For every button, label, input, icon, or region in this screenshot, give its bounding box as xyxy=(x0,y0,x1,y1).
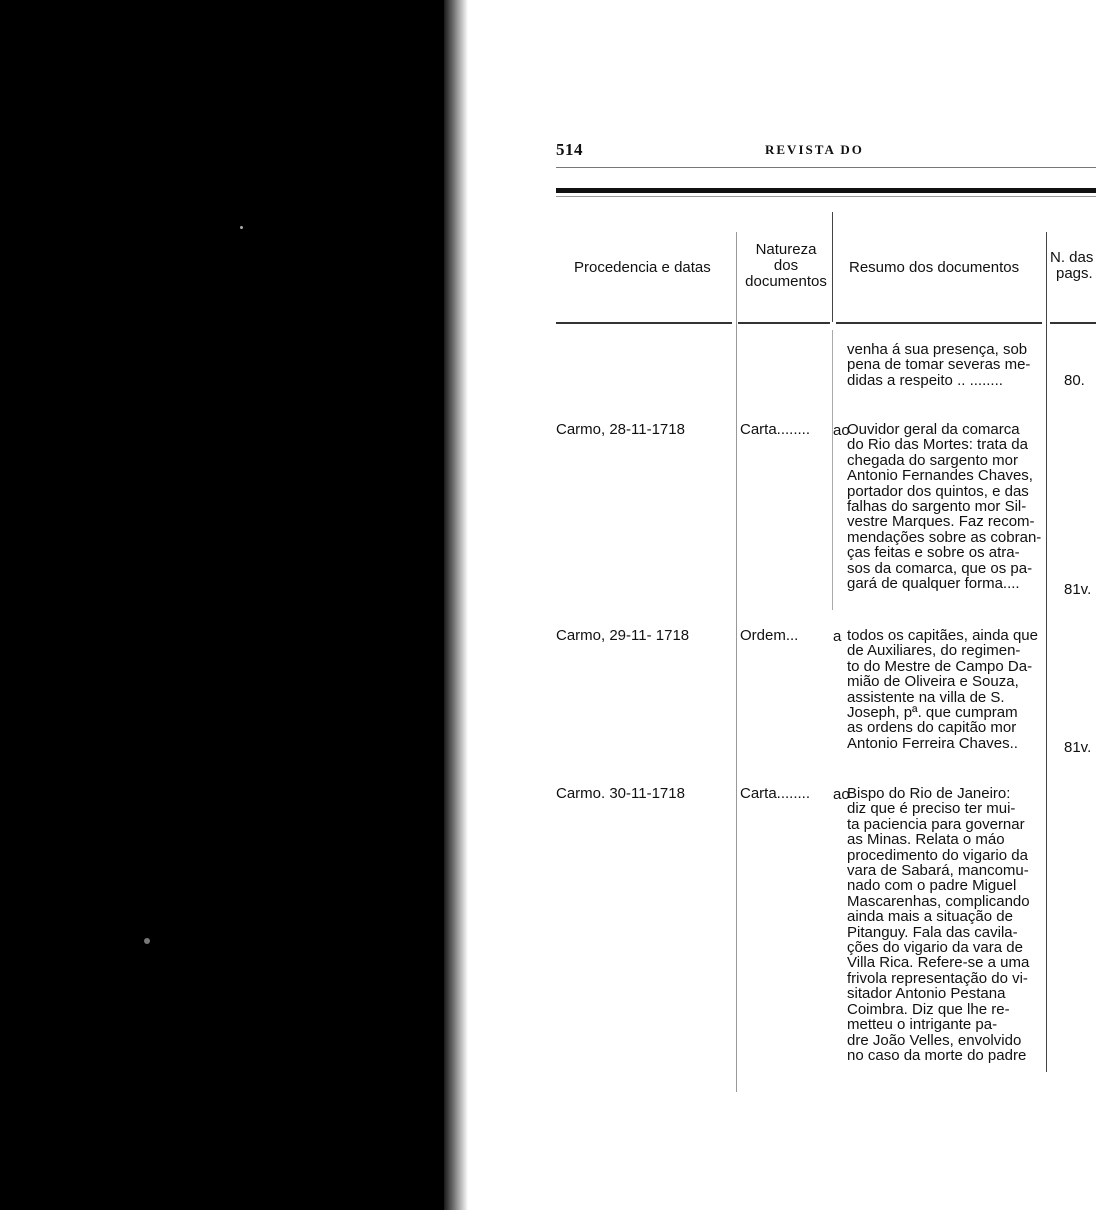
column-separator xyxy=(832,330,833,610)
table-row-pages: 81v. xyxy=(1064,581,1092,598)
column-separator xyxy=(832,212,833,322)
column-header-pags-line2: pags. xyxy=(1056,265,1093,282)
header-underline xyxy=(738,322,830,324)
table-row-lead-word: ao xyxy=(833,786,850,803)
column-header-procedencia: Procedencia e datas xyxy=(574,259,711,276)
binding-gutter xyxy=(0,0,444,1210)
header-rule xyxy=(556,167,1096,168)
table-row-natureza: Carta........ xyxy=(740,785,811,802)
column-header-resumo: Resumo dos documentos xyxy=(849,259,1020,276)
header-underline xyxy=(1050,322,1096,324)
table-row-procedencia: Carmo, 28-11-1718 xyxy=(556,421,685,438)
header-rule-thick xyxy=(556,188,1096,193)
column-header-natureza xyxy=(740,242,832,290)
table-row-pages: 81v. xyxy=(1064,739,1092,756)
scan-speck xyxy=(240,226,243,229)
table-row-summary: todos os capitães, ainda que de Auxiliares, do regimen- to do Mestre de Campo Da- mião de Oliveira e Souza, assistente na villa de S. Joseph, pª. que cumpram as ordens do capitão mor Antonio Ferreira Chaves.. xyxy=(847,627,1038,752)
column-header-natureza-line1: Natureza xyxy=(755,241,817,258)
table-row-summary: venha á sua presença, sob pena de tomar severas me- didas a respeito .. ........ xyxy=(847,341,1031,389)
header-rule-lower xyxy=(556,196,1096,197)
table-row-natureza: Ordem... xyxy=(740,627,799,644)
table-row-summary: Bispo do Rio de Janeiro: diz que é preciso ter mui- ta paciencia para governar as Minas. Relata o máo procedimento do vigario da vara de Sabará, mancomu- nado com o padre Miguel Mascarenhas, complicando ainda mais a situação de Pitanguy. Fala das cavila- ções do vigario da vara de Villa Rica. Refere-se a uma frivola representação do vi- sitador Antonio Pestana Coimbra. Diz que lhe re- metteu o intrigante pa- dre João Velles, envolvido no caso da morte do padre xyxy=(847,785,1030,1064)
header-underline xyxy=(556,322,732,324)
binding-gutter-edge xyxy=(444,0,468,1210)
header-underline xyxy=(836,322,1042,324)
page-number: 514 xyxy=(556,140,583,159)
table-row-summary: Ouvidor geral da comarca do Rio das Mortes: trata da chegada do sargento mor Antonio Fernandes Chaves, portador dos quintos, e das falhas do sargento mor Sil- vestre Marques. Faz recom- mendações sobre as cobran- ças feitas e sobre os atra- sos da comarca, que os pa- gará de qualquer forma.... xyxy=(847,421,1042,593)
table-row-procedencia: Carmo. 30-11-1718 xyxy=(556,785,685,802)
table-row-lead-word: a xyxy=(833,628,842,645)
column-header-natureza-line3: documentos xyxy=(745,273,827,290)
table-row-lead-word: ao xyxy=(833,422,850,439)
column-header-pags xyxy=(1050,250,1093,282)
table-row-pages: 80. xyxy=(1064,372,1085,389)
running-head: REVISTA DO xyxy=(765,142,864,157)
column-separator xyxy=(736,232,737,1092)
column-header-pags-line1: N. das xyxy=(1050,249,1094,266)
table-row-natureza: Carta........ xyxy=(740,421,811,438)
scan-speck xyxy=(144,938,150,944)
column-header-natureza-line2: dos xyxy=(773,257,799,274)
table-row-procedencia: Carmo, 29-11- 1718 xyxy=(556,627,690,644)
